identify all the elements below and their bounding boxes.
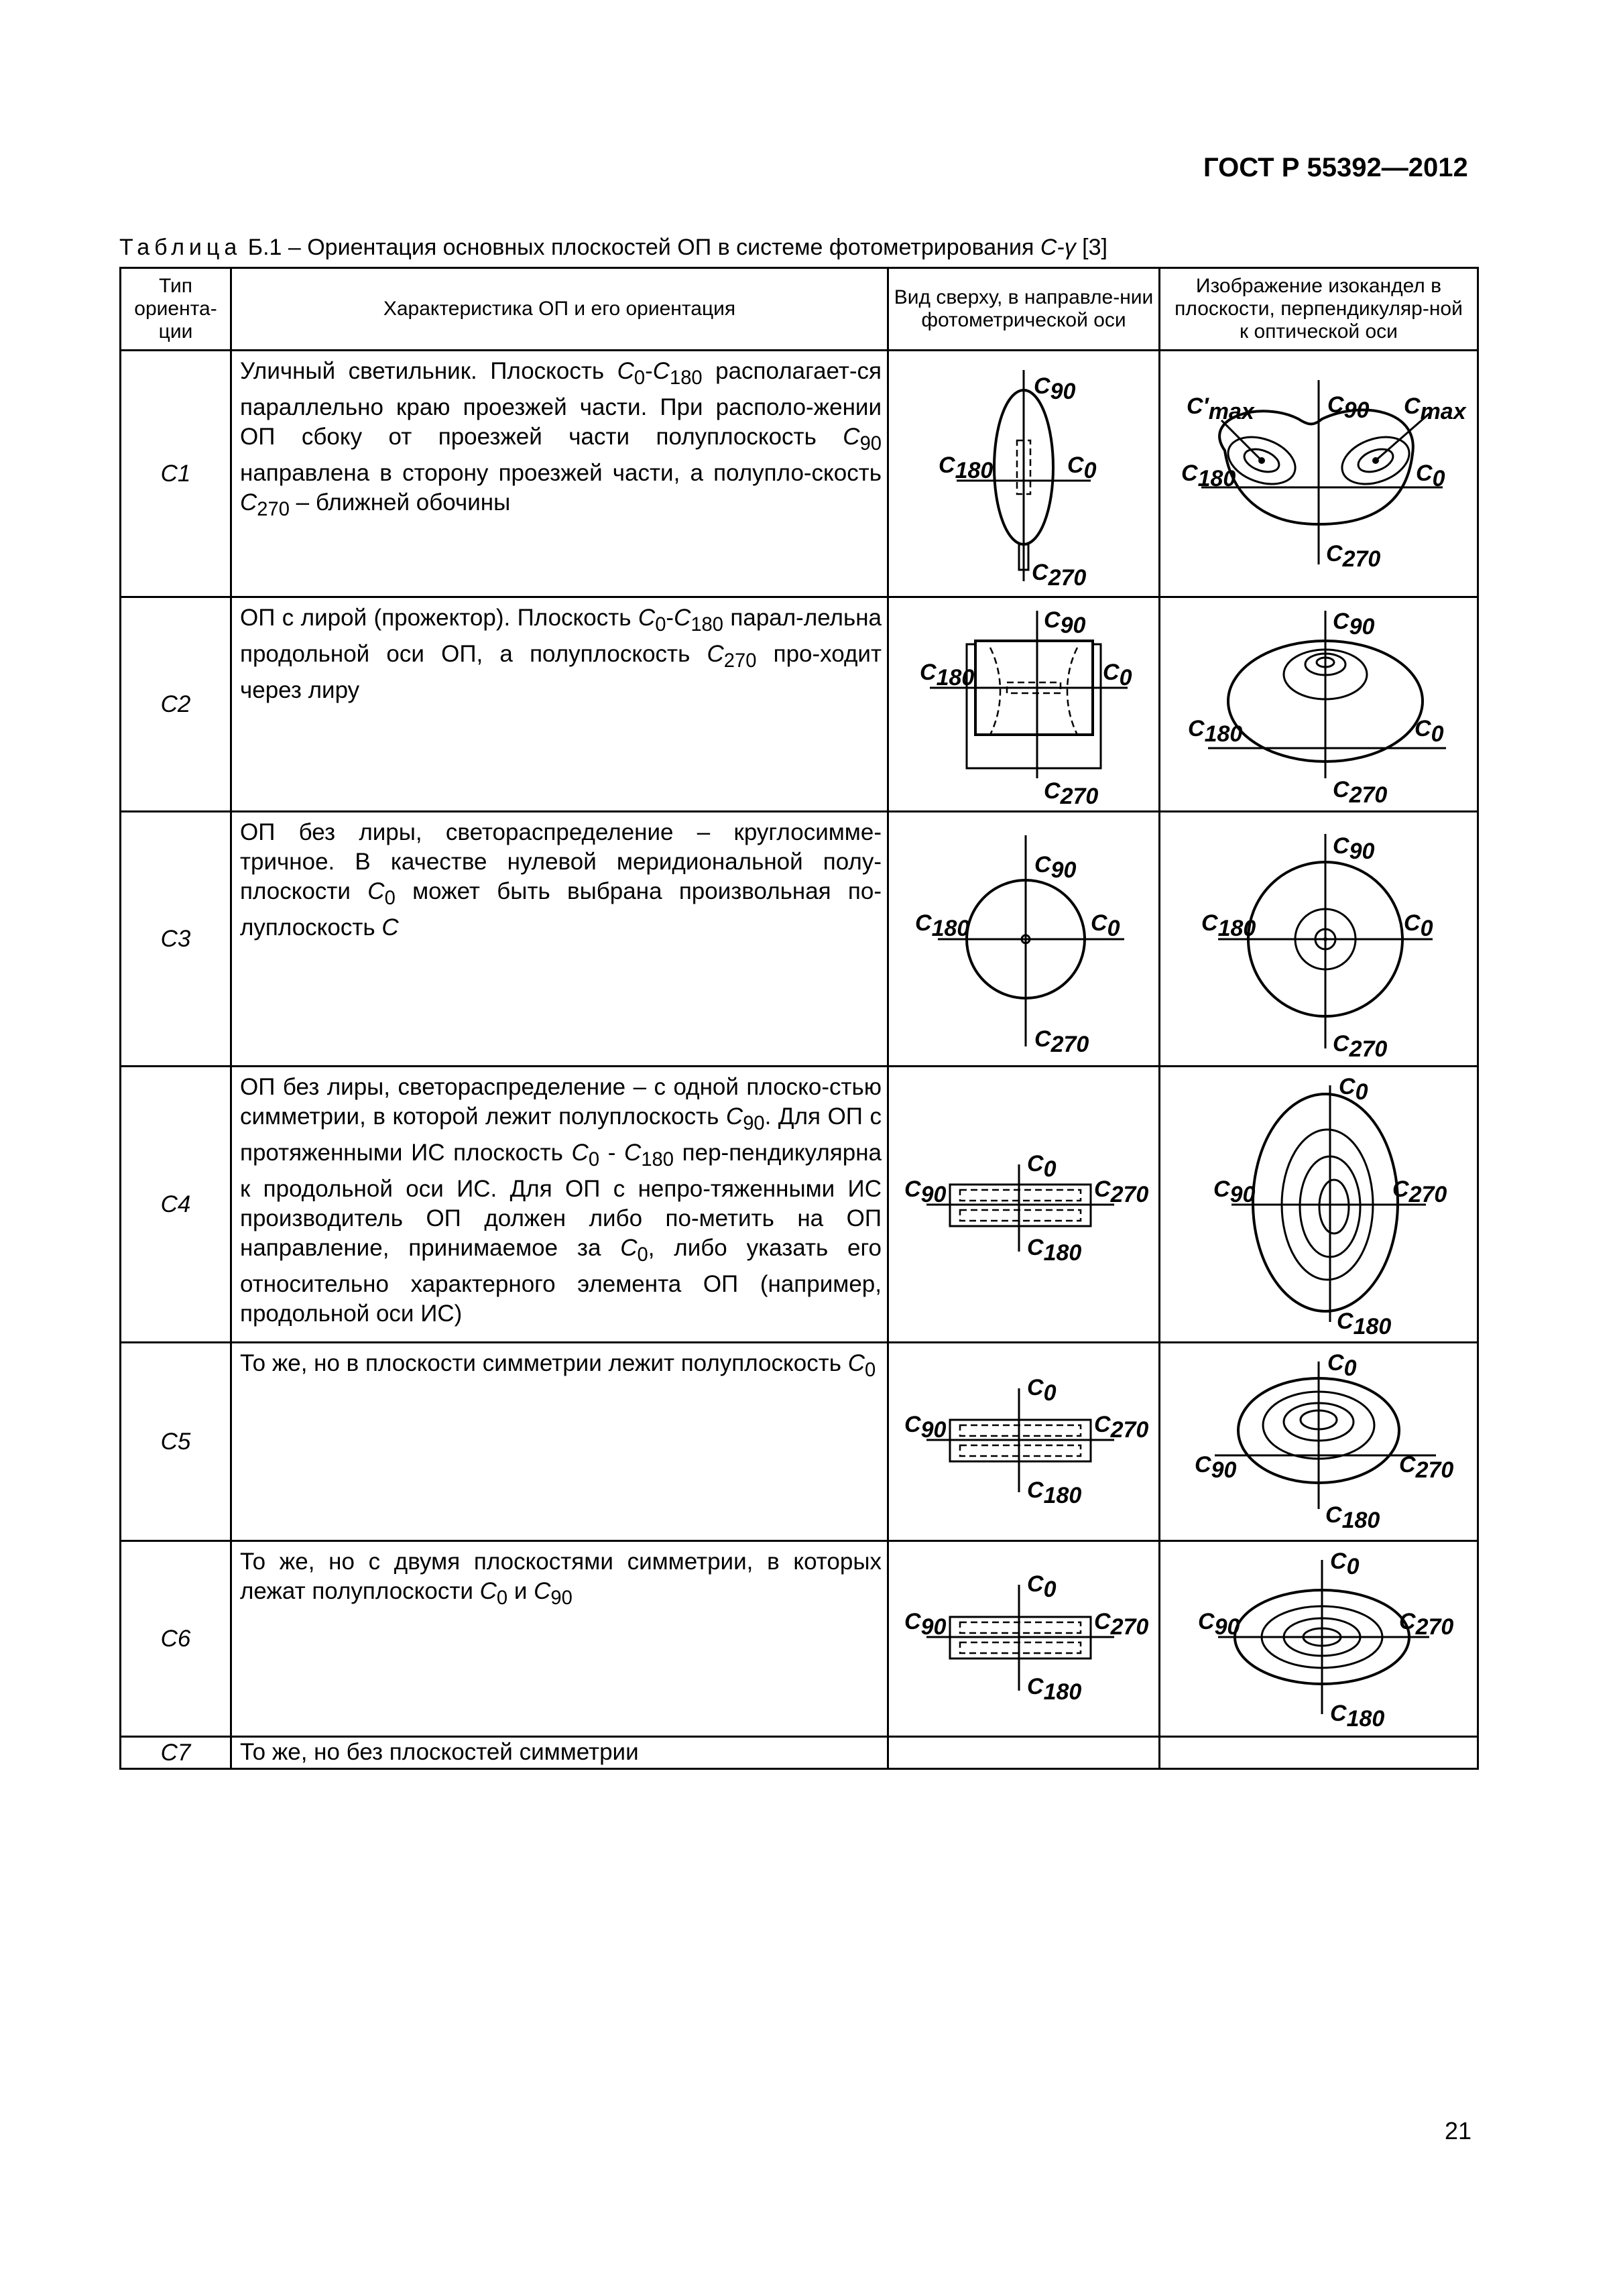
table-row — [121, 597, 1478, 812]
plane-label-c270: C270 — [1032, 559, 1087, 591]
symmetric-top-view — [890, 815, 1158, 1063]
plane-label-c0: C0 — [1327, 1349, 1357, 1381]
plane-subscript: 0 — [637, 1244, 648, 1266]
row-description — [231, 1343, 888, 1541]
top-view-figure — [888, 351, 1160, 597]
plane-subscript: 0 — [384, 888, 396, 909]
row-type: С5 — [121, 1343, 231, 1541]
plane-label-c0: C0 — [1416, 460, 1445, 491]
plane-label-c90: C90 — [1333, 608, 1375, 640]
row-description — [231, 1541, 888, 1737]
plane-subscript: 0 — [864, 1360, 876, 1381]
plane-label-c90: C90 — [1198, 1609, 1240, 1640]
plane-label-c180: C180 — [1330, 1701, 1385, 1732]
plane-label-c180: C180 — [1188, 715, 1243, 747]
top-view-figure — [888, 812, 1160, 1067]
row-description — [231, 812, 888, 1067]
description-text: То же, но с двумя плоскостями симметрии, в которых лежат полуплоскости — [240, 1549, 882, 1604]
description-text: и — [507, 1578, 534, 1604]
plane-symbol: C — [843, 424, 860, 450]
plane-symbol: C — [617, 358, 634, 384]
plane-label-c90: C90 — [904, 1411, 947, 1443]
description-text: . Для ОП с протяженными ИС плоскость — [240, 1103, 882, 1166]
cmax-label: Cmax — [1404, 393, 1466, 424]
plane-symbol: C — [479, 1578, 497, 1604]
plane-symbol: C — [534, 1578, 551, 1604]
description-text: ОП без лиры, светораспределение – с одной плоско-стью симметрии, в которой лежит полуплоскость — [240, 1074, 882, 1130]
one-plane-top-view — [890, 1071, 1158, 1339]
row-type: С2 — [121, 597, 231, 812]
street-luminaire-top-view — [890, 353, 1158, 595]
plane-label-c90: C90 — [1195, 1451, 1237, 1483]
plane-label-c180: C180 — [920, 659, 975, 690]
description-text: – ближней обочины — [289, 489, 511, 516]
plane-symbol: C — [620, 1235, 638, 1261]
description-text: - — [645, 358, 653, 384]
isocandela-figure — [1160, 1343, 1478, 1541]
caption-ref: [3] — [1075, 235, 1107, 260]
street-luminaire-isocandela — [1161, 353, 1476, 595]
plane-label-c0: C0 — [1091, 910, 1120, 941]
symmetric-isocandela — [1161, 815, 1476, 1063]
plane-label-c270: C270 — [1326, 540, 1381, 572]
plane-c0-isocandela — [1161, 1345, 1476, 1539]
isocandela-figure — [1160, 597, 1478, 812]
plane-subscript: 180 — [690, 614, 723, 636]
two-planes-isocandela — [1161, 1543, 1476, 1734]
plane-subscript: 270 — [257, 499, 290, 520]
header-isocandela: Изображение изокандел в плоскости, перпендикуляр-ной к оптической оси — [1160, 268, 1478, 351]
plane-label-c270: C270 — [1399, 1609, 1454, 1640]
plane-symbol: C — [571, 1140, 589, 1166]
description-text: может быть выбрана произвольная по-луплоскость — [240, 878, 882, 941]
plane-subscript: 180 — [670, 367, 703, 389]
plane-symbol: C — [674, 605, 691, 631]
row-description — [231, 351, 888, 597]
table-header-row — [121, 268, 1478, 351]
table-row — [121, 351, 1478, 597]
isocandela-figure — [1160, 812, 1478, 1067]
plane-symbol: C — [847, 1350, 865, 1376]
plane-subscript: 270 — [723, 650, 757, 672]
one-plane-isocandela — [1161, 1071, 1476, 1339]
plane-label-c180: C180 — [1181, 460, 1236, 491]
plane-label-c270: C270 — [1034, 1026, 1089, 1057]
plane-label-c90: C90 — [904, 1609, 947, 1640]
plane-subscript: 90 — [743, 1113, 765, 1134]
plane-label-c270: C270 — [1392, 1176, 1447, 1207]
description-text: То же, но без плоскостей симметрии — [240, 1739, 639, 1765]
plane-label-c180: C180 — [1027, 1234, 1082, 1266]
plane-label-c180: C180 — [939, 452, 994, 483]
plane-label-c0: C0 — [1415, 715, 1444, 747]
plane-label-c90: C90 — [1034, 851, 1077, 883]
plane-label-c90: C90 — [1333, 833, 1375, 864]
description-text: парал-лельна продольной оси ОП, а полуплоскость — [240, 605, 882, 667]
plane-label-c90: C90 — [1034, 373, 1076, 404]
header-description: Характеристика ОП и его ориентация — [231, 268, 888, 351]
plane-label-c0: C0 — [1404, 910, 1433, 941]
header-type: Тип ориента-ции — [121, 268, 231, 351]
page-number: 21 — [1445, 2117, 1472, 2144]
description-text: располагает-ся параллельно краю проезжей части. При располо-жении ОП сбоку от проезжей части полуплоскость — [240, 358, 882, 450]
table-row — [121, 1067, 1478, 1343]
header-top-view: Вид сверху, в направле-нии фотометрической оси — [888, 268, 1160, 351]
row-type: С6 — [121, 1541, 231, 1737]
plane-label-c180: C180 — [1027, 1674, 1082, 1705]
plane-symbol: C — [240, 489, 257, 516]
plane-label-c90: C90 — [904, 1176, 947, 1207]
plane-label-c180: C180 — [1201, 910, 1256, 941]
top-view-figure — [888, 1343, 1160, 1541]
isocandela-empty — [1160, 1737, 1478, 1769]
document-standard-number: ГОСТ Р 55392—2012 — [1203, 153, 1468, 182]
plane-label-c0: C0 — [1330, 1549, 1360, 1579]
table-row — [121, 1541, 1478, 1737]
description-text: про-ходит через лиру — [240, 641, 882, 703]
top-view-figure — [888, 597, 1160, 812]
plane-subscript: 90 — [550, 1587, 573, 1609]
plane-label-c270: C270 — [1044, 778, 1099, 809]
plane-symbol: C — [381, 914, 399, 941]
plane-label-c90: C90 — [1044, 607, 1086, 638]
plane-label-c0: C0 — [1027, 1150, 1057, 1182]
table-row — [121, 812, 1478, 1067]
description-text: направлена в сторону проезжей части, а полупло-скость — [240, 460, 882, 486]
plane-label-c270: C270 — [1094, 1176, 1149, 1207]
plane-label-c180: C180 — [1325, 1502, 1380, 1533]
plane-label-c0: C0 — [1067, 452, 1097, 483]
plane-label-c0: C0 — [1027, 1374, 1057, 1406]
row-type: С3 — [121, 812, 231, 1067]
plane-label-c270: C270 — [1333, 1030, 1388, 1062]
caption-text: Б.1 – Ориентация основных плоскостей ОП в системе фотометрирования — [241, 235, 1040, 260]
plane-label-c270: C270 — [1094, 1609, 1149, 1640]
description-text: пер-пендикулярна к продольной оси ИС. Для ОП с непро-тяженными ИС производитель ОП должен либо по-метить на ОП направление, принимаемое за — [240, 1140, 882, 1261]
plane-label-c180: C180 — [915, 910, 970, 941]
row-type: С7 — [121, 1737, 231, 1769]
plane-symbol: C — [367, 878, 385, 904]
plane-subscript: 0 — [655, 614, 666, 636]
plane-label-c0: C0 — [1339, 1073, 1368, 1105]
row-description — [231, 1737, 888, 1769]
row-description — [231, 1067, 888, 1343]
top-view-empty — [888, 1737, 1160, 1769]
row-type: С1 — [121, 351, 231, 597]
orientation-table — [119, 267, 1479, 1770]
row-description — [231, 597, 888, 812]
plane-label-c0: C0 — [1027, 1571, 1057, 1602]
description-text: Уличный светильник. Плоскость — [240, 358, 617, 384]
plane-subscript: 0 — [634, 367, 646, 389]
plane-label-c0: C0 — [1103, 659, 1132, 690]
plane-label-c270: C270 — [1333, 776, 1388, 808]
description-text: ОП без лиры, светораспределение – круглосимме-тричное. В качестве нулевой меридиональной полу-плоскости — [240, 819, 882, 904]
isocandela-figure — [1160, 1067, 1478, 1343]
two-planes-top-view — [890, 1543, 1158, 1734]
top-view-figure — [888, 1541, 1160, 1737]
plane-symbol: C — [638, 605, 656, 631]
description-text: - — [599, 1140, 625, 1166]
plane-subscript: 90 — [859, 433, 882, 455]
table-caption — [119, 235, 1107, 261]
row-type: С4 — [121, 1067, 231, 1343]
plane-symbol: C — [725, 1103, 743, 1130]
description-text: ОП с лирой (прожектор). Плоскость — [240, 605, 638, 631]
plane-subscript: 0 — [496, 1587, 508, 1609]
plane-label-c180: C180 — [1337, 1308, 1392, 1339]
plane-symbol: C — [624, 1140, 642, 1166]
plane-symbol: C — [652, 358, 670, 384]
description-text: , либо указать его относительно характерного элемента ОП (например, продольной оси ИС) — [240, 1235, 882, 1327]
plane-label-c270: C270 — [1399, 1451, 1454, 1483]
plane-symbol: C — [707, 641, 724, 667]
plane-label-c180: C180 — [1027, 1477, 1082, 1508]
plane-label-c270: C270 — [1094, 1411, 1149, 1443]
isocandela-figure — [1160, 351, 1478, 597]
description-text: - — [666, 605, 674, 631]
description-text: То же, но в плоскости симметрии лежит полуплоскость — [240, 1350, 848, 1376]
plane-subscript: 180 — [641, 1149, 674, 1170]
isocandela-figure — [1160, 1541, 1478, 1737]
plane-label-c90: C90 — [1327, 391, 1370, 423]
floodlight-top-view — [890, 601, 1158, 808]
top-view-figure — [888, 1067, 1160, 1343]
table-row — [121, 1737, 1478, 1769]
plane-c0-top-view — [890, 1345, 1158, 1539]
plane-label-c90: C90 — [1213, 1176, 1256, 1207]
plane-subscript: 0 — [588, 1149, 600, 1170]
table-row — [121, 1343, 1478, 1541]
cmax-prime-label: C′max — [1187, 393, 1254, 424]
caption-label: Таблица — [119, 235, 242, 260]
floodlight-isocandela — [1161, 601, 1476, 808]
caption-system: C-γ — [1040, 235, 1076, 260]
